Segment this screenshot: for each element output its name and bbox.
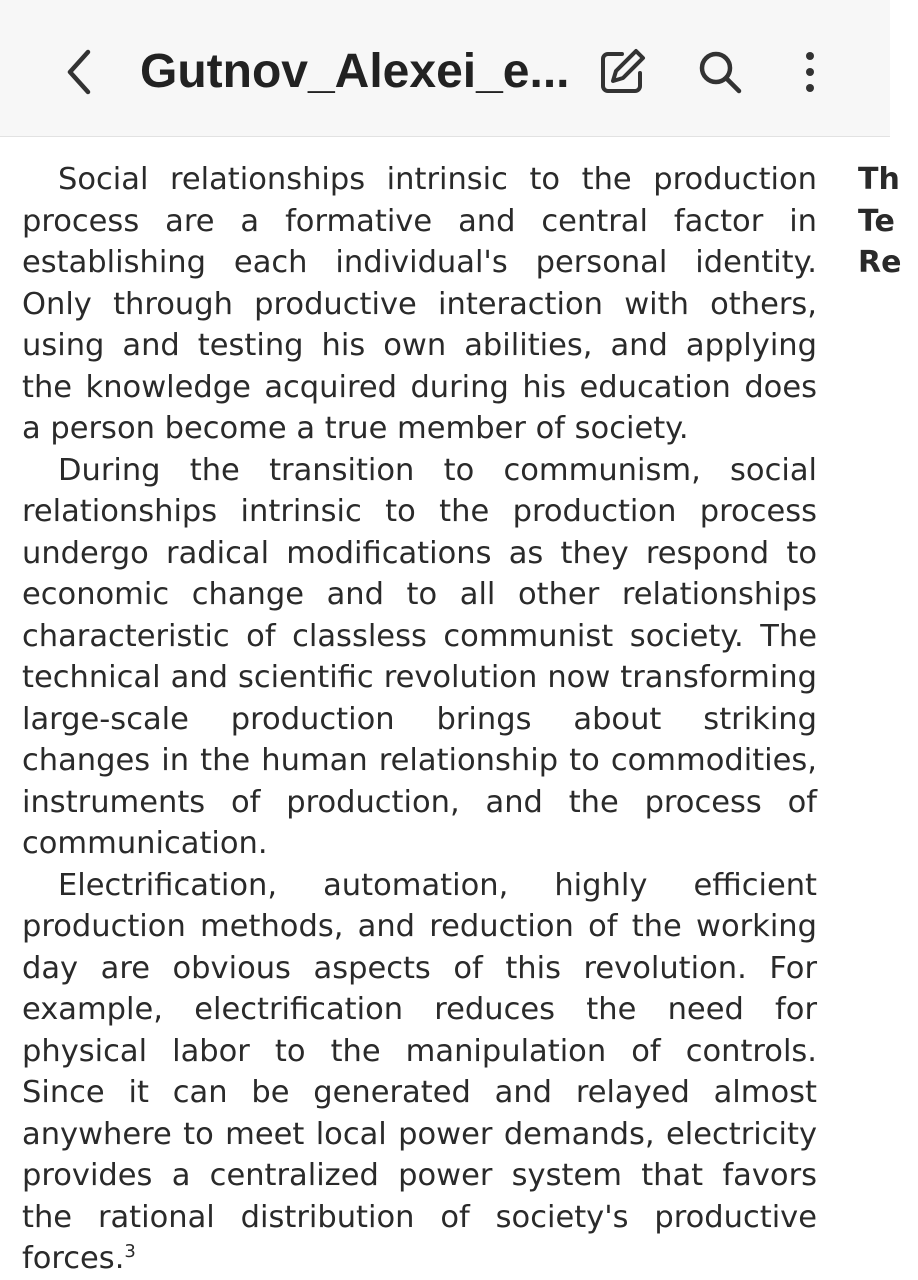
edit-icon [596,46,648,98]
search-button[interactable] [690,42,750,102]
paragraph-text: Electrification, automation, highly efficient production methods, and reduction of the working day are obvious aspects of this revolution. For example, electrification reduces the need for physical labor to the manipulation of controls. Since it can be generated and relayed almost anywhere to meet local power demands, electricity provides a centralized power system that favors the rational distribution of society's productive forces. [22,867,817,1276]
edit-button[interactable] [592,42,652,102]
more-options-button[interactable] [780,42,840,102]
app-header [0,0,890,137]
side-fragment: Re [858,245,902,280]
back-button[interactable] [50,44,106,100]
side-fragment: Th [858,162,900,197]
page-text-column [22,159,817,1280]
footnote-marker: 3 [124,1240,136,1262]
more-vertical-icon [800,47,820,97]
document-title: Gutnov_Alexei_e... [140,45,570,98]
document-page [0,137,902,1276]
paragraph: Social relationships intrinsic to the production process are a formative and central factor in establishing each individual's personal identity. Only through productive interaction with others, using and testing his own abilities, and applying the knowledge acquired during his education does a person become a true member of society. [22,162,817,446]
paragraph [22,865,817,1280]
chevron-left-icon [58,48,98,96]
side-fragment: Te [858,203,895,239]
paragraph: During the transition to communism, social relationships intrinsic to the production process undergo radical modifications as they respond to economic change and to all other relationships characteristic of classless communist society. The technical and scientific revolution now transforming large-scale production brings about striking changes in the human relationship to commodities, instruments of production, and the process of communication. [22,452,817,861]
search-icon [695,47,745,97]
adjacent-page-fragment [858,159,918,284]
